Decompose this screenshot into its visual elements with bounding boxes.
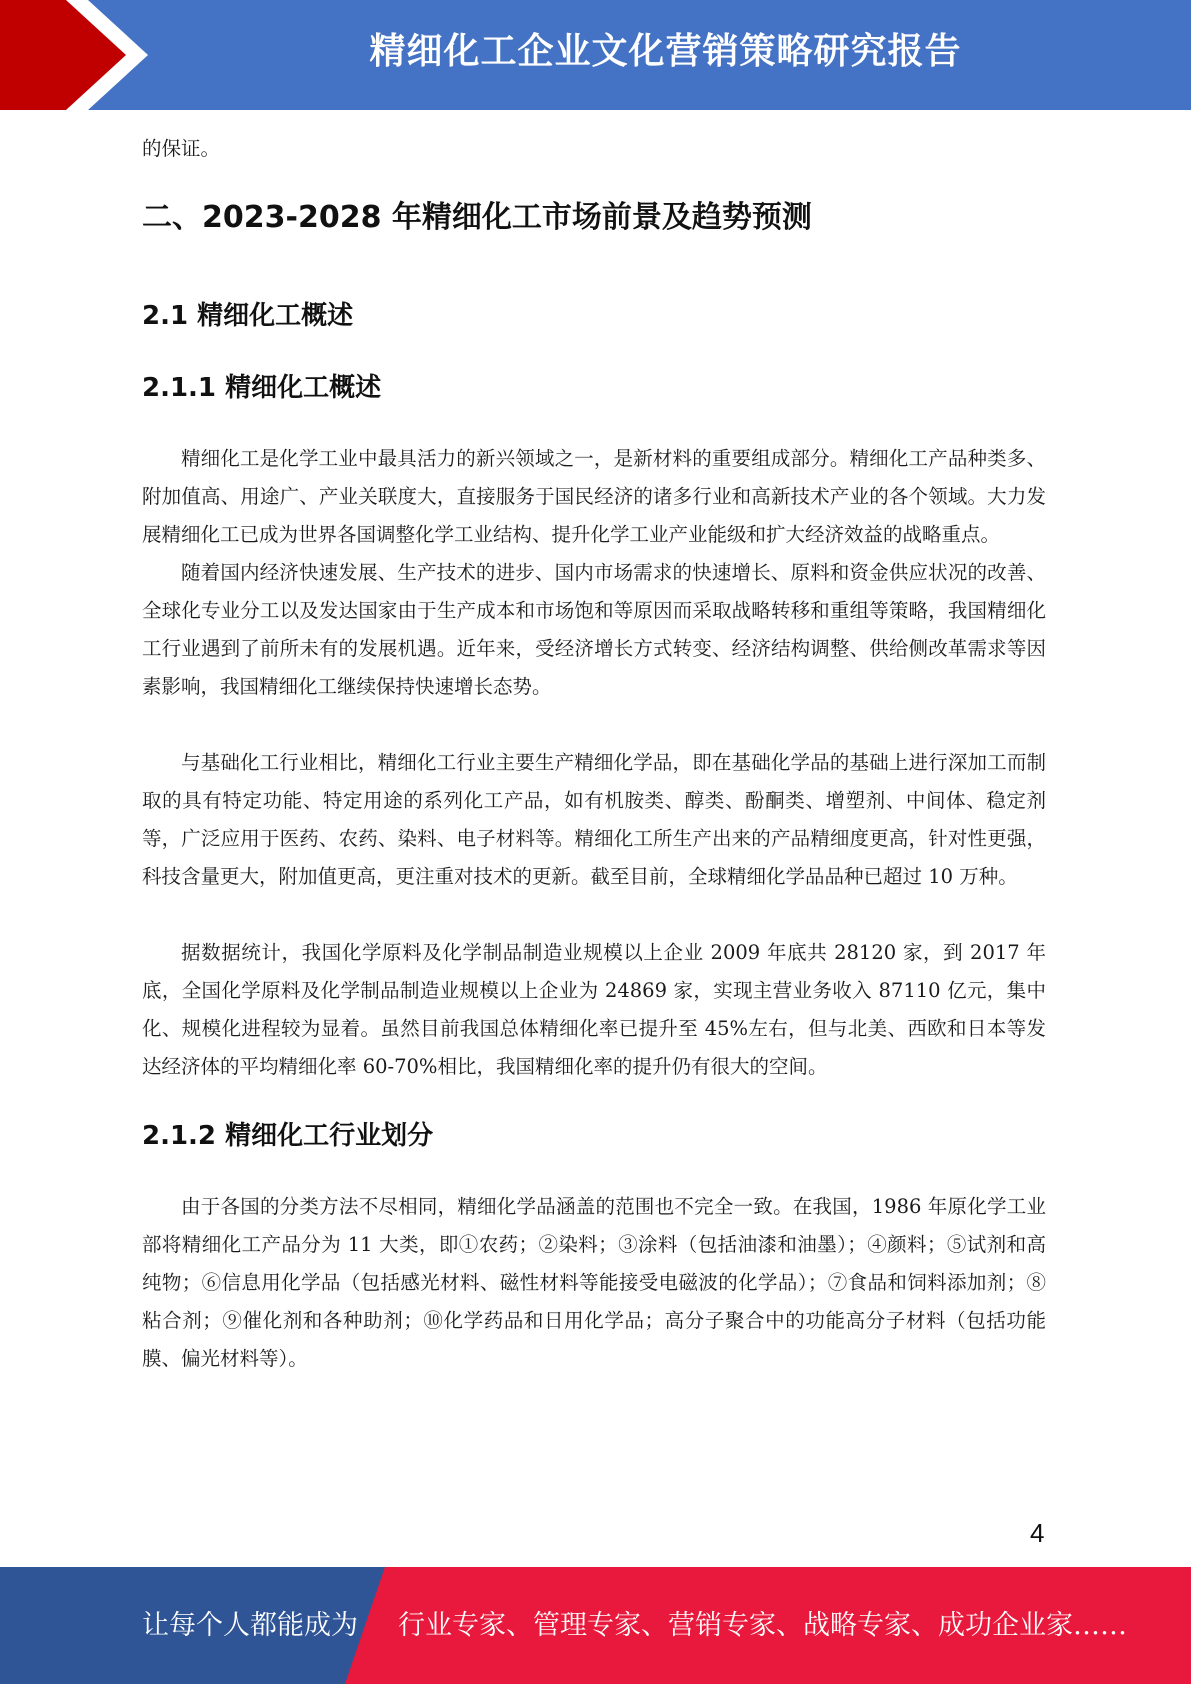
paragraph: 据数据统计，我国化学原料及化学制品制造业规模以上企业 2009 年底共 28120 家，到 2017 年底，全国化学原料及化学制品制造业规模以上企业为 24869 家，实现主营业务收入 87110 亿元，集中化、规模化进程较为显着。虽然目前我国总体精细化率已提升至 45%左右，但与北美、西欧和日本等发达经济体的平均精细化率 60-70%相比，我国精细化率的提升仍有很大的空间。 <box>142 941 1046 1078</box>
paragraph: 与基础化工行业相比，精细化工行业主要生产精细化学品，即在基础化学品的基础上进行深加工而制取的具有特定功能、特定用途的系列化工产品，如有机胺类、醇类、酚酮类、增塑剂、中间体、稳定剂等，广泛应用于医药、农药、染料、电子材料等。精细化工所生产出来的产品精细度更高，针对性更强，科技含量更大，附加值更高，更注重对技术的更新。截至目前，全球精细化学品品种已超过 10 万种。 <box>142 751 1046 888</box>
paragraph: 精细化工是化学工业中最具活力的新兴领域之一，是新材料的重要组成部分。精细化工产品种类多、附加值高、用途广、产业关联度大，直接服务于国民经济的诸多行业和高新技术产业的各个领域。大力发展精细化工已成为世界各国调整化学工业结构、提升化学工业产业能级和扩大经济效益的战略重点。 <box>142 447 1046 546</box>
footer-slogan-right: 行业专家、管理专家、营销专家、战略专家、成功企业家…… <box>398 1610 1127 1641</box>
intro-fragment: 的保证。 <box>142 137 221 160</box>
subsection-heading-2-1: 2.1 精细化工概述 <box>142 301 354 331</box>
page-header <box>0 0 1191 110</box>
report-title: 精细化工企业文化营销策略研究报告 <box>369 31 962 72</box>
paragraph: 由于各国的分类方法不尽相同，精细化学品涵盖的范围也不完全一致。在我国，1986 年原化学工业部将精细化工产品分为 11 大类，即①农药；②染料；③涂料（包括油漆和油墨）；④颜料；⑤试剂和高纯物；⑥信息用化学品（包括感光材料、磁性材料等能接受电磁波的化学品）；⑦食品和饲料添加剂；⑧粘合剂；⑨催化剂和各种助剂；⑩化学药品和日用化学品；高分子聚合中的功能高分子材料（包括功能膜、偏光材料等）。 <box>142 1195 1046 1370</box>
page-number: 4 <box>1030 1518 1045 1548</box>
section-heading: 二、2023-2028 年精细化工市场前景及趋势预测 <box>142 200 812 235</box>
header-arrow-icon <box>0 0 160 110</box>
document-body <box>142 130 1046 1378</box>
footer-slogan-left: 让每个人都能成为 <box>142 1610 358 1641</box>
subsection-heading-2-1-2: 2.1.2 精细化工行业划分 <box>142 1121 434 1151</box>
subsection-heading-2-1-1: 2.1.1 精细化工概述 <box>142 373 382 403</box>
paragraph: 随着国内经济快速发展、生产技术的进步、国内市场需求的快速增长、原料和资金供应状况的改善、全球化专业分工以及发达国家由于生产成本和市场饱和等原因而采取战略转移和重组等策略，我国精细化工行业遇到了前所未有的发展机遇。近年来，受经济增长方式转变、经济结构调整、供给侧改革需求等因素影响，我国精细化工继续保持快速增长态势。 <box>142 561 1046 698</box>
page-footer <box>0 1567 1191 1684</box>
